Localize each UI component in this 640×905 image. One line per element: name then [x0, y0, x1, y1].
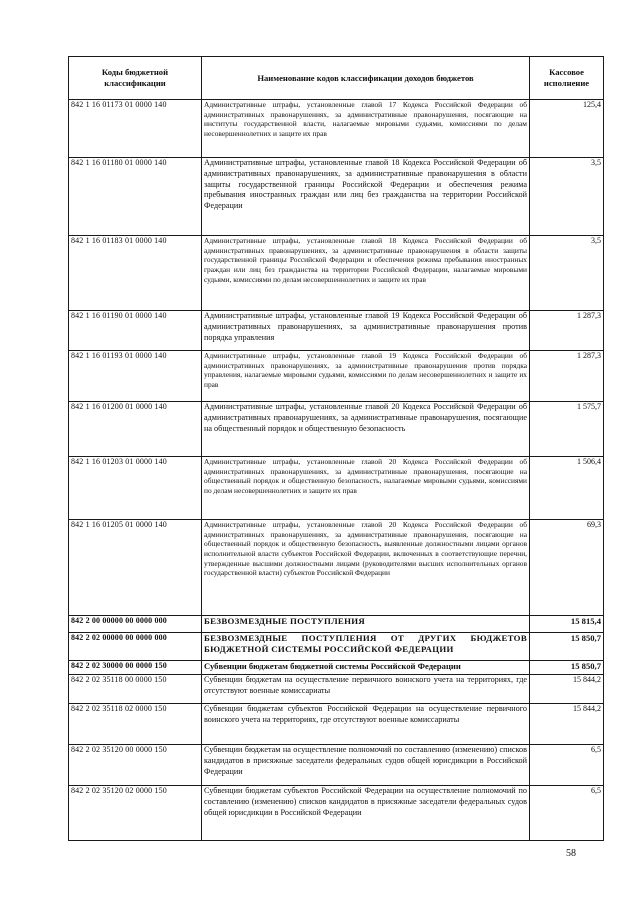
- table-row-subtotal: [69, 633, 604, 661]
- row-amount: 3,5: [530, 158, 604, 236]
- revenue-table: [68, 56, 604, 841]
- row-code: 842 1 16 01183 01 0000 140: [69, 236, 202, 311]
- row-code: 842 2 02 35120 00 0000 150: [69, 745, 202, 786]
- page-number: 58: [566, 848, 576, 859]
- table-row: [69, 457, 604, 520]
- row-name: Административные штрафы, установленные главой 19 Кодекса Российской Федерации об административных правонарушениях, за административные правонарушения против порядка управления: [202, 311, 530, 351]
- row-amount: 15 815,4: [530, 616, 604, 633]
- header-name: Наименование кодов классификации доходов бюджетов: [202, 57, 530, 100]
- row-name: Административные штрафы, установленные главой 17 Кодекса Российской Федерации об административных правонарушениях, за административные правонарушения, посягающие на институты государственной власти, налагаемые мировыми судьями, комиссиями по делам несовершеннолетних и защите их прав: [202, 100, 530, 158]
- table-row: [69, 311, 604, 351]
- header-amount: Кассовое исполнение: [530, 57, 604, 100]
- row-amount: 15 850,7: [530, 661, 604, 675]
- row-amount: 1 575,7: [530, 402, 604, 457]
- row-amount: 1 287,3: [530, 311, 604, 351]
- row-code: 842 1 16 01200 01 0000 140: [69, 402, 202, 457]
- table-row: [69, 675, 604, 704]
- row-amount: 125,4: [530, 100, 604, 158]
- row-amount: 6,5: [530, 786, 604, 841]
- row-code: 842 1 16 01203 01 0000 140: [69, 457, 202, 520]
- row-code: 842 2 02 35120 02 0000 150: [69, 786, 202, 841]
- row-code: 842 1 16 01190 01 0000 140: [69, 311, 202, 351]
- header-code: Коды бюджетной классификации: [69, 57, 202, 100]
- table-header-row: [69, 57, 604, 100]
- row-amount: 1 506,4: [530, 457, 604, 520]
- row-name: Административные штрафы, установленные главой 18 Кодекса Российской Федерации об административных правонарушениях, за административные правонарушения в области защиты государственной границы Российской Федерации и обеспечения режима пребывания иностранных граждан или лиц без гражданства на территории Российской Федерации: [202, 158, 530, 236]
- row-name: БЕЗВОЗМЕЗДНЫЕ ПОСТУПЛЕНИЯ: [202, 616, 530, 633]
- row-amount: 15 844,2: [530, 675, 604, 704]
- table-row: [69, 100, 604, 158]
- row-name: Административные штрафы, установленные главой 20 Кодекса Российской Федерации об административных правонарушениях, за административные правонарушения, посягающие на общественный порядок и общественную безопасность, налагаемые мировыми судьями, комиссиями по делам несовершеннолетних и защите их прав: [202, 457, 530, 520]
- row-name: Субвенции бюджетам субъектов Российской Федерации на осуществление полномочий по составлению (изменению) списков кандидатов в присяжные заседатели федеральных судов общей юрисдикции в Российской Федерации: [202, 786, 530, 841]
- row-amount: 15 844,2: [530, 704, 604, 745]
- table-row: [69, 158, 604, 236]
- table-row: [69, 351, 604, 402]
- row-code: 842 1 16 01173 01 0000 140: [69, 100, 202, 158]
- row-amount: 69,3: [530, 520, 604, 616]
- table-row: [69, 704, 604, 745]
- row-code: 842 1 16 01180 01 0000 140: [69, 158, 202, 236]
- table-row: [69, 520, 604, 616]
- row-code: 842 2 02 30000 00 0000 150: [69, 661, 202, 675]
- row-name: Субвенции бюджетам бюджетной системы Российской Федерации: [202, 661, 530, 675]
- row-amount: 3,5: [530, 236, 604, 311]
- row-amount: 15 850,7: [530, 633, 604, 661]
- row-amount: 6,5: [530, 745, 604, 786]
- row-name: Субвенции бюджетам субъектов Российской Федерации на осуществление первичного воинского учета на территориях, где отсутствуют военные комиссариаты: [202, 704, 530, 745]
- row-code: 842 2 02 00000 00 0000 000: [69, 633, 202, 661]
- row-code: 842 1 16 01205 01 0000 140: [69, 520, 202, 616]
- row-amount: 1 287,3: [530, 351, 604, 402]
- row-name: Административные штрафы, установленные главой 19 Кодекса Российской Федерации об административных правонарушениях, за административные правонарушения против порядка управления, налагаемые мировыми судьями, комиссиями по делам несовершеннолетних и защите их прав: [202, 351, 530, 402]
- table-row-subtotal: [69, 661, 604, 675]
- row-code: 842 2 02 35118 02 0000 150: [69, 704, 202, 745]
- table-row-total: [69, 616, 604, 633]
- row-name: Административные штрафы, установленные главой 18 Кодекса Российской Федерации об административных правонарушениях, за административные правонарушения в области защиты государственной границы Российской Федерации и обеспечения режима пребывания иностранных граждан или лиц без гражданства на территории Российской Федерации, налагаемые мировыми судьями, комиссиями по делам несовершеннолетних и защите их прав: [202, 236, 530, 311]
- row-code: 842 2 02 35118 00 0000 150: [69, 675, 202, 704]
- row-code: 842 2 00 00000 00 0000 000: [69, 616, 202, 633]
- table-row: [69, 745, 604, 786]
- table-row: [69, 786, 604, 841]
- row-name: Административные штрафы, установленные главой 20 Кодекса Российской Федерации об административных правонарушениях, за административные правонарушения, посягающие на общественный порядок и общественную безопасность, выявленные должностными лицами органов исполнительной власти субъектов Российской Федерации, включенных в соответствующие перечни, утвержденные высшими должностными лицами (руководителями высших исполнительных органов государственной власти) субъектов Российской Федерации: [202, 520, 530, 616]
- row-name: БЕЗВОЗМЕЗДНЫЕ ПОСТУПЛЕНИЯ ОТ ДРУГИХ БЮДЖЕТОВ БЮДЖЕТНОЙ СИСТЕМЫ РОССИЙСКОЙ ФЕДЕРАЦИИ: [202, 633, 530, 661]
- row-name: Субвенции бюджетам на осуществление полномочий по составлению (изменению) списков кандидатов в присяжные заседатели федеральных судов общей юрисдикции в Российской Федерации: [202, 745, 530, 786]
- row-code: 842 1 16 01193 01 0000 140: [69, 351, 202, 402]
- row-name: Субвенции бюджетам на осуществление первичного воинского учета на территориях, где отсутствуют военные комиссариаты: [202, 675, 530, 704]
- row-name: Административные штрафы, установленные главой 20 Кодекса Российской Федерации об административных правонарушениях, за административные правонарушения, посягающие на общественный порядок и общественную безопасность: [202, 402, 530, 457]
- table-row: [69, 236, 604, 311]
- table-row: [69, 402, 604, 457]
